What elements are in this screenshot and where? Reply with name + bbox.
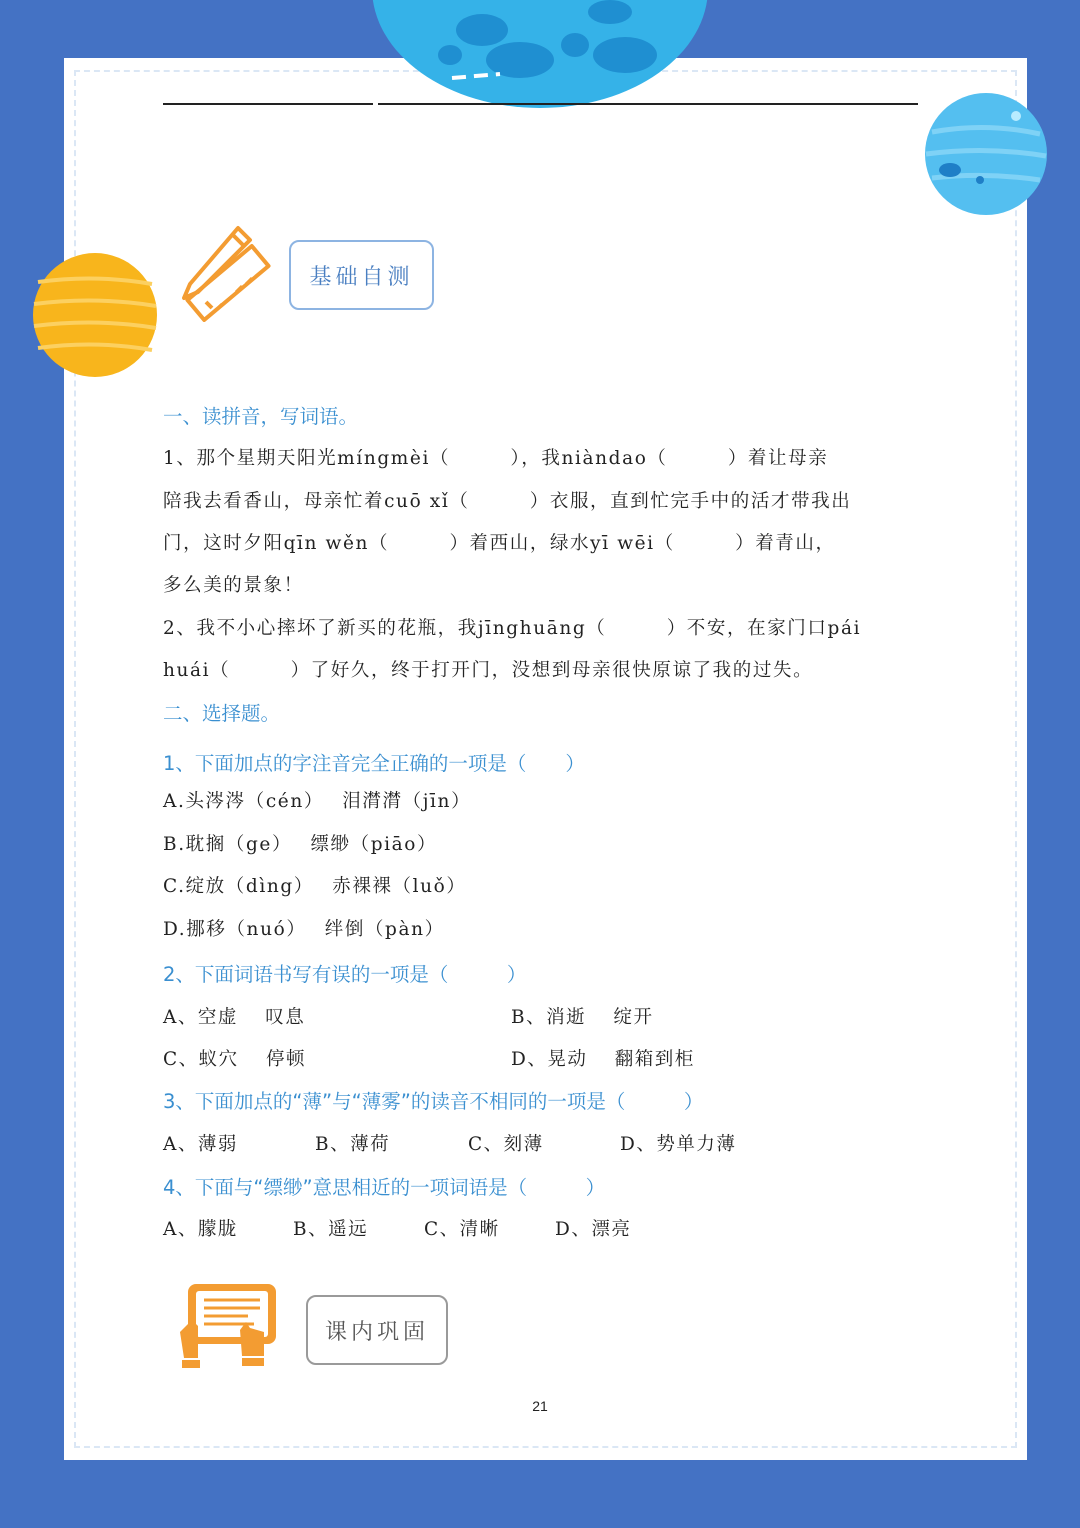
blue-planet-top-decoration <box>370 0 710 112</box>
q2-option-b: B、消逝 绽开 <box>511 1007 654 1028</box>
q4-option-a: A、朦胧 <box>163 1219 238 1240</box>
question-3: 3、下面加点的“薄”与“薄雾”的读音不相同的一项是（ ） <box>163 1090 704 1113</box>
question-4: 4、下面与“缥缈”意思相近的一项词语是（ ） <box>163 1176 606 1199</box>
title-rule-left <box>163 103 373 105</box>
q1-option-a: A.头涔涔（cén） 泪潸潸（jīn） <box>163 791 472 812</box>
q1-option-b: B.耽搁（ge） 缥缈（piāo） <box>163 834 438 855</box>
q3-option-c: C、刻薄 <box>468 1134 544 1155</box>
q2-option-d: D、晃动 翻箱到柜 <box>511 1049 695 1070</box>
question-1: 1、下面加点的字注音完全正确的一项是（ ） <box>163 752 585 775</box>
q2-option-c: C、蚁穴 停顿 <box>163 1049 307 1070</box>
q3-option-b: B、薄荷 <box>315 1134 391 1155</box>
q4-option-b: B、遥远 <box>293 1219 369 1240</box>
paragraph-line: 2、我不小心摔坏了新买的花瓶，我jīnghuāng（ ）不安，在家门口pái <box>163 618 862 639</box>
q3-option-d: D、势单力薄 <box>620 1134 737 1155</box>
q2-option-a: A、空虚 叹息 <box>163 1007 306 1028</box>
q4-option-d: D、漂亮 <box>555 1219 632 1240</box>
section-two-heading: 二、选择题。 <box>163 702 281 725</box>
section-one-heading: 一、读拼音，写词语。 <box>163 405 359 428</box>
page-number: 21 <box>532 1398 548 1414</box>
q3-option-a: A、薄弱 <box>163 1134 238 1155</box>
q4-option-c: C、清晰 <box>424 1219 500 1240</box>
question-2: 2、下面词语书写有误的一项是（ ） <box>163 963 527 986</box>
blue-planet-right-decoration <box>924 92 1048 216</box>
tablet-hands-icon <box>176 1282 280 1372</box>
section-badge-basic-self-test: 基础自测 <box>289 240 434 310</box>
paragraph-line: 多么美的景象！ <box>163 575 304 596</box>
paragraph-line: huái（ ）了好久，终于打开门，没想到母亲很快原谅了我的过失。 <box>163 660 814 681</box>
paragraph-line: 陪我去看香山，母亲忙着cuō xǐ（ ）衣服，直到忙完手中的活才带我出 <box>163 491 852 512</box>
paragraph-line: 门，这时夕阳qīn wěn（ ）着西山，绿水yī wēi（ ）着青山， <box>163 533 836 554</box>
yellow-planet-decoration <box>32 252 158 378</box>
q1-option-c: C.绽放（dìng） 赤裸裸（luǒ） <box>163 876 467 897</box>
section-badge-in-class-review: 课内巩固 <box>306 1295 448 1365</box>
q1-option-d: D.挪移（nuó） 绊倒（pàn） <box>163 919 445 940</box>
pencil-ruler-icon <box>176 222 272 322</box>
paragraph-line: 1、那个星期天阳光míngmèi（ ），我niàndao（ ）着让母亲 <box>163 448 829 469</box>
title-rule-right <box>378 103 918 105</box>
